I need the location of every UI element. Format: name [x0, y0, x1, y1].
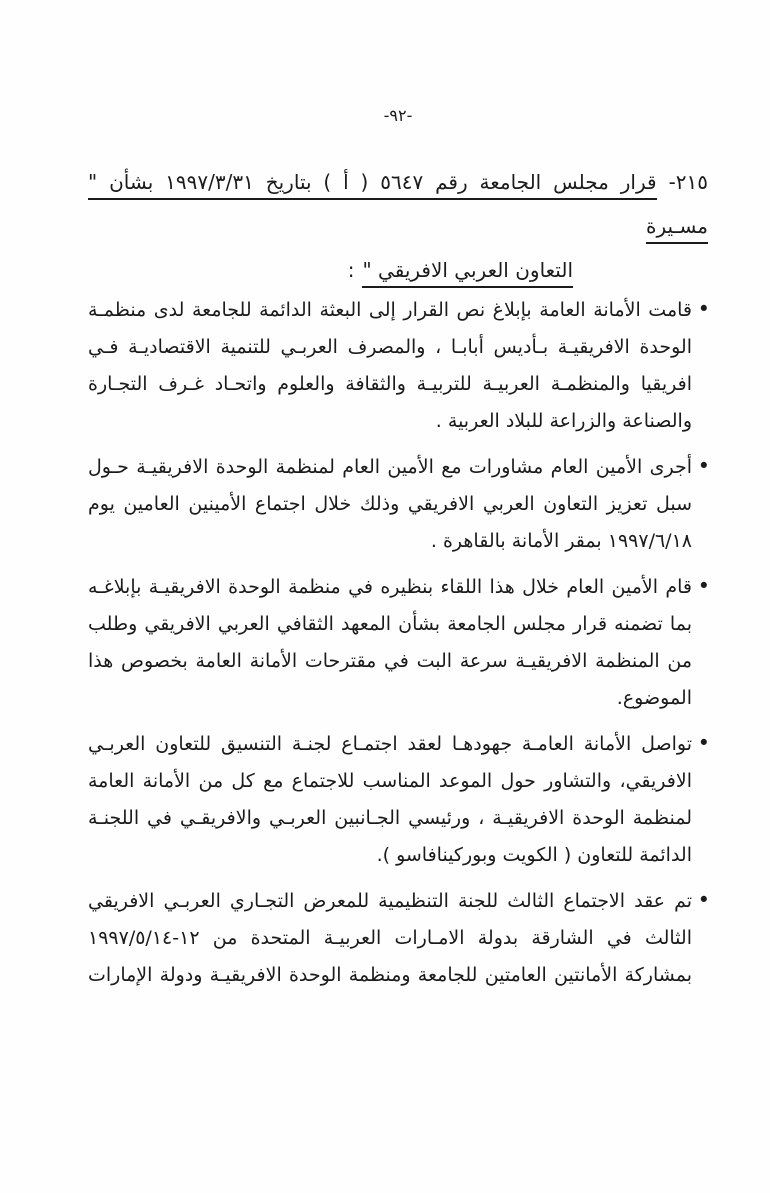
bullet-line: لمنظمة الوحدة الافريقيـة ، ورئيسي الجـانبين العربـي والافريقـي في اللجنـة — [88, 807, 692, 829]
bullet-dot-icon: • — [697, 454, 710, 478]
bullet-line: افريقيا والمنظمـة العربيـة للتربيـة والثقافة والعلوم واتحـاد غـرف التجـارة — [88, 373, 692, 395]
bullet-line: بمشاركة الأمانتين العامتين للجامعة ومنظمة الوحدة الافريقيـة ودولة الإمارات — [88, 964, 692, 986]
bullet-paragraph — [88, 726, 708, 874]
bullet-line: الدائمة للتعاون ( الكويت وبوركينافاسو ). — [376, 844, 692, 866]
bullet-line: تواصل الأمانة العامـة جهودهـا لعقد اجتمـاع لجنـة التنسيق للتعاون العربـي — [88, 733, 692, 755]
bullet-line: قامت الأمانة العامة بإبلاغ نص القرار إلى البعثة الدائمة للجامعة لدى منظمـة — [88, 299, 692, 321]
bullet-line: تم عقد الاجتماع الثالث للجنة التنظيمية للمعرض التجـاري العربـي الافريقي — [88, 890, 692, 912]
bullet-line: والصناعة والزراعة للبلاد العربية . — [435, 410, 692, 432]
heading-title-part2: التعاون العربي الافريقي " — [362, 258, 573, 288]
resolution-heading — [88, 160, 708, 292]
bullet-line: الثالث في الشارقة بدولة الامـارات العربيـة المتحدة من ١٢-١٩٩٧/٥/١٤ — [88, 927, 692, 949]
bullet-line: قام الأمين العام خلال هذا اللقاء بنظيره في منظمة الوحدة الافريقيـة بإبلاغـه — [88, 576, 692, 598]
bullet-list — [88, 292, 708, 994]
bullet-line: أجرى الأمين العام مشاورات مع الأمين العام لمنظمة الوحدة الافريقيـة حـول — [88, 456, 692, 478]
bullet-line: الوحدة الافريقيـة بـأديس أبابـا ، والمصرف العربـي للتنمية الاقتصاديـة فـي — [88, 336, 692, 358]
bullet-paragraph — [88, 569, 708, 717]
page-number: -٩٢- — [383, 106, 413, 125]
bullet-dot-icon: • — [697, 297, 710, 321]
heading-colon: : — [347, 258, 355, 282]
bullet-dot-icon: • — [697, 888, 710, 912]
bullet-line: الموضوع. — [616, 687, 692, 709]
bullet-paragraph — [88, 883, 708, 994]
item-number: ٢١٥- — [668, 170, 708, 194]
bullet-line: سبل تعزيز التعاون العربي الافريقي وذلك خلال اجتماع الأمينين العامين يوم — [88, 493, 692, 515]
bullet-line: من المنظمة الافريقيـة سرعة البت في مقترحات الأمانة العامة بخصوص هذا — [88, 650, 692, 672]
bullet-paragraph — [88, 449, 708, 560]
heading-title-part1: قرار مجلس الجامعة رقم ٥٦٤٧ ( أ ) بتاريخ ١٩٩٧/٣/٣١ بشأن " مسـيرة — [88, 170, 708, 244]
bullet-paragraph — [88, 292, 708, 440]
bullet-line: ١٩٩٧/٦/١٨ بمقر الأمانة بالقاهرة . — [430, 530, 692, 552]
bullet-line: الافريقي، والتشاور حول الموعد المناسب للاجتماع مع كل من الأمانة العامة — [88, 770, 692, 792]
document-page — [0, 106, 770, 994]
bullet-dot-icon: • — [697, 574, 710, 598]
bullet-line: بما تضمنه قرار مجلس الجامعة بشأن المعهد الثقافي العربي الافريقي وطلب — [88, 613, 692, 635]
bullet-dot-icon: • — [697, 731, 710, 755]
heading-line-1 — [88, 160, 708, 248]
heading-line-2 — [88, 248, 573, 292]
